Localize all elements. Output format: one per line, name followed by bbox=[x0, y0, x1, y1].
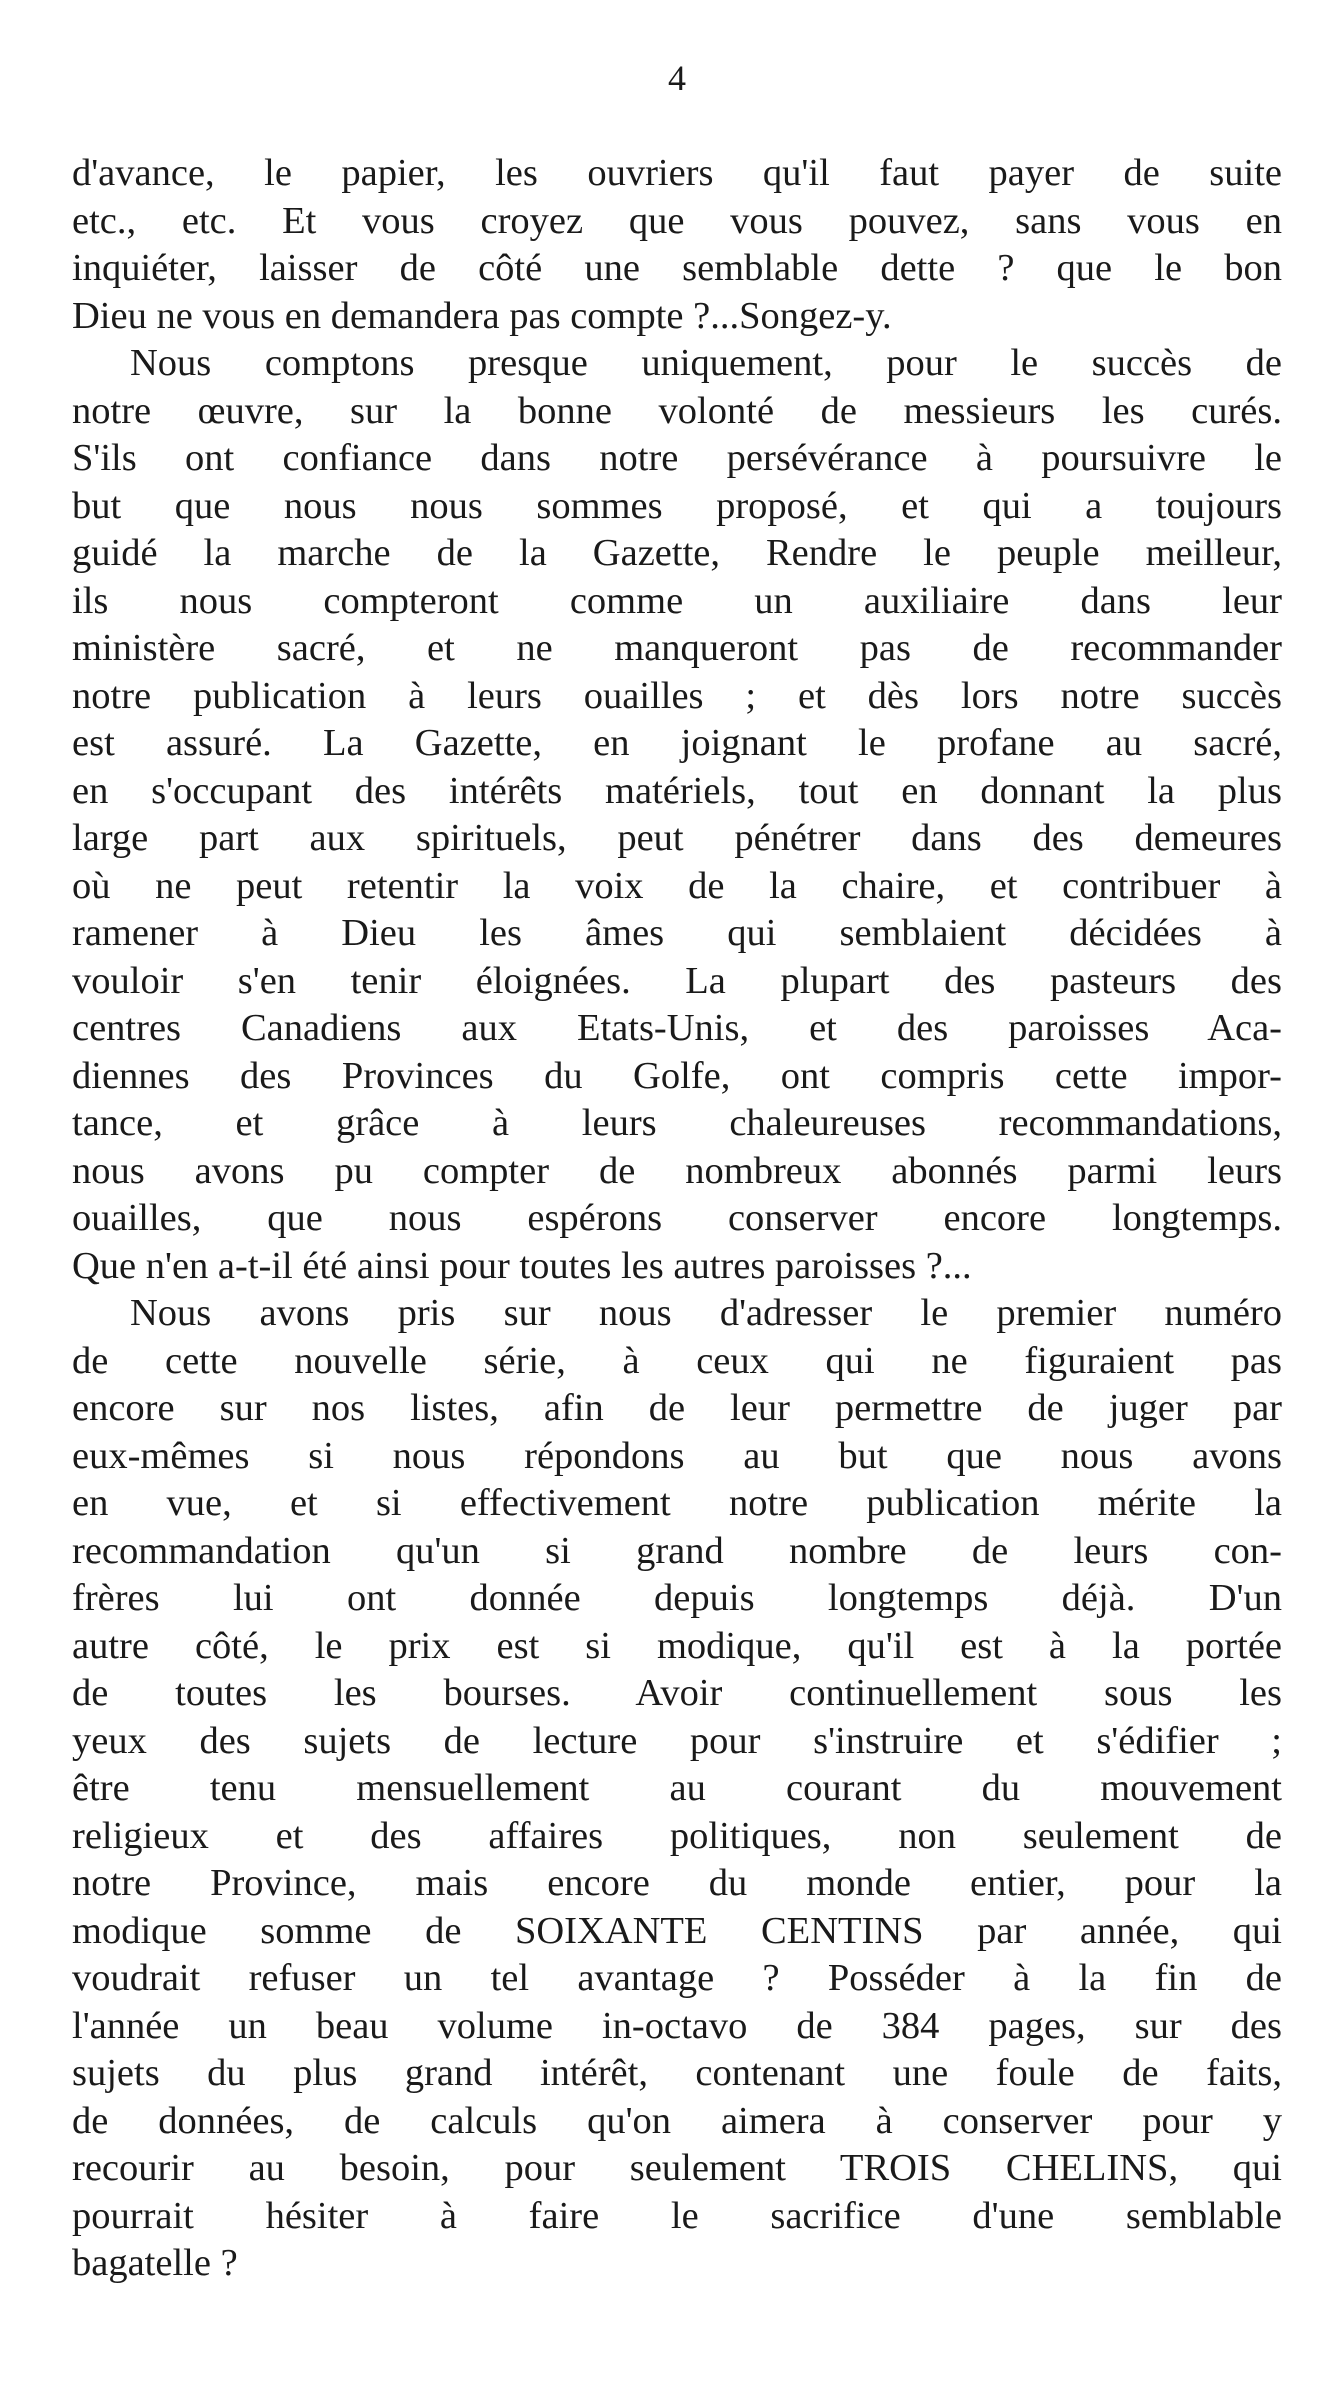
text-line: être tenu mensuellement au courant du mouvement bbox=[72, 1767, 1282, 1809]
text-line: notre œuvre, sur la bonne volonté de messieurs les curés. bbox=[72, 389, 1282, 432]
text-line: en s'occupant des intérêts matériels, tout en donnant la plus bbox=[72, 769, 1282, 812]
text-line: est assuré. La Gazette, en joignant le profane au sacré, bbox=[72, 722, 1282, 764]
text-line: large part aux spirituels, peut pénétrer dans des demeures bbox=[72, 817, 1282, 859]
text-line: en vue, et si effectivement notre publication mérite la bbox=[72, 1482, 1282, 1524]
text-line: inquiéter, laisser de côté une semblable dette ? que le bon bbox=[72, 247, 1282, 289]
text-line: S'ils ont confiance dans notre persévérance à poursuivre le bbox=[72, 437, 1282, 479]
document-page bbox=[72, 58, 1282, 2288]
text-line: autre côté, le prix est si modique, qu'il est à la portée bbox=[72, 1624, 1282, 1667]
text-line: recourir au besoin, pour seulement TROIS CHELINS, qui bbox=[72, 2147, 1282, 2189]
text-line: ministère sacré, et ne manqueront pas de recommander bbox=[72, 627, 1282, 669]
body-text bbox=[72, 150, 1282, 2288]
paragraph-first-line: Nous comptons presque uniquement, pour le succès de bbox=[130, 342, 1282, 384]
text-line: nous avons pu compter de nombreux abonnés parmi leurs bbox=[72, 1149, 1282, 1192]
text-line: Que n'en a-t-il été ainsi pour toutes les autres paroisses ?... bbox=[72, 1244, 972, 1287]
text-line: modique somme de SOIXANTE CENTINS par année, qui bbox=[72, 1909, 1282, 1952]
text-line: etc., etc. Et vous croyez que vous pouvez, sans vous en bbox=[72, 199, 1282, 242]
text-line: eux-mêmes si nous répondons au but que nous avons bbox=[72, 1434, 1282, 1477]
text-line: voudrait refuser un tel avantage ? Posséder à la fin de bbox=[72, 1957, 1282, 1999]
text-line: d'avance, le papier, les ouvriers qu'il faut payer de suite bbox=[72, 152, 1282, 194]
text-line: but que nous nous sommes proposé, et qui a toujours bbox=[72, 484, 1282, 527]
text-line: sujets du plus grand intérêt, contenant une foule de faits, bbox=[72, 2052, 1282, 2094]
text-line: où ne peut retentir la voix de la chaire, et contribuer à bbox=[72, 864, 1282, 907]
text-line: de cette nouvelle série, à ceux qui ne figuraient pas bbox=[72, 1339, 1282, 1382]
text-line: de données, de calculs qu'on aimera à conserver pour y bbox=[72, 2099, 1282, 2142]
text-line: encore sur nos listes, afin de leur permettre de juger par bbox=[72, 1387, 1282, 1429]
text-line: ouailles, que nous espérons conserver encore longtemps. bbox=[72, 1197, 1282, 1239]
text-line: religieux et des affaires politiques, non seulement de bbox=[72, 1814, 1282, 1857]
text-line: Dieu ne vous en demandera pas compte ?...Songez-y. bbox=[72, 294, 892, 337]
paragraph-first-line: Nous avons pris sur nous d'adresser le premier numéro bbox=[130, 1292, 1282, 1334]
text-line: tance, et grâce à leurs chaleureuses recommandations, bbox=[72, 1102, 1282, 1144]
text-line: notre publication à leurs ouailles ; et dès lors notre succès bbox=[72, 674, 1282, 717]
text-line: bagatelle ? bbox=[72, 2242, 238, 2284]
text-line: notre Province, mais encore du monde entier, pour la bbox=[72, 1862, 1282, 1904]
text-line: vouloir s'en tenir éloignées. La plupart des pasteurs des bbox=[72, 959, 1282, 1002]
text-line: l'année un beau volume in-octavo de 384 pages, sur des bbox=[72, 2004, 1282, 2047]
text-line: frères lui ont donnée depuis longtemps déjà. D'un bbox=[72, 1577, 1282, 1619]
text-line: ramener à Dieu les âmes qui semblaient décidées à bbox=[72, 912, 1282, 954]
text-line: centres Canadiens aux Etats-Unis, et des paroisses Aca- bbox=[72, 1007, 1282, 1049]
text-line: de toutes les bourses. Avoir continuellement sous les bbox=[72, 1672, 1282, 1714]
text-line: diennes des Provinces du Golfe, ont compris cette impor- bbox=[72, 1054, 1282, 1097]
text-line: guidé la marche de la Gazette, Rendre le peuple meilleur, bbox=[72, 532, 1282, 574]
text-line: yeux des sujets de lecture pour s'instruire et s'édifier ; bbox=[72, 1719, 1282, 1762]
text-line: recommandation qu'un si grand nombre de leurs con- bbox=[72, 1529, 1282, 1572]
text-line: ils nous compteront comme un auxiliaire dans leur bbox=[72, 579, 1282, 622]
text-line: pourrait hésiter à faire le sacrifice d'une semblable bbox=[72, 2194, 1282, 2237]
page-number: 4 bbox=[668, 58, 686, 98]
